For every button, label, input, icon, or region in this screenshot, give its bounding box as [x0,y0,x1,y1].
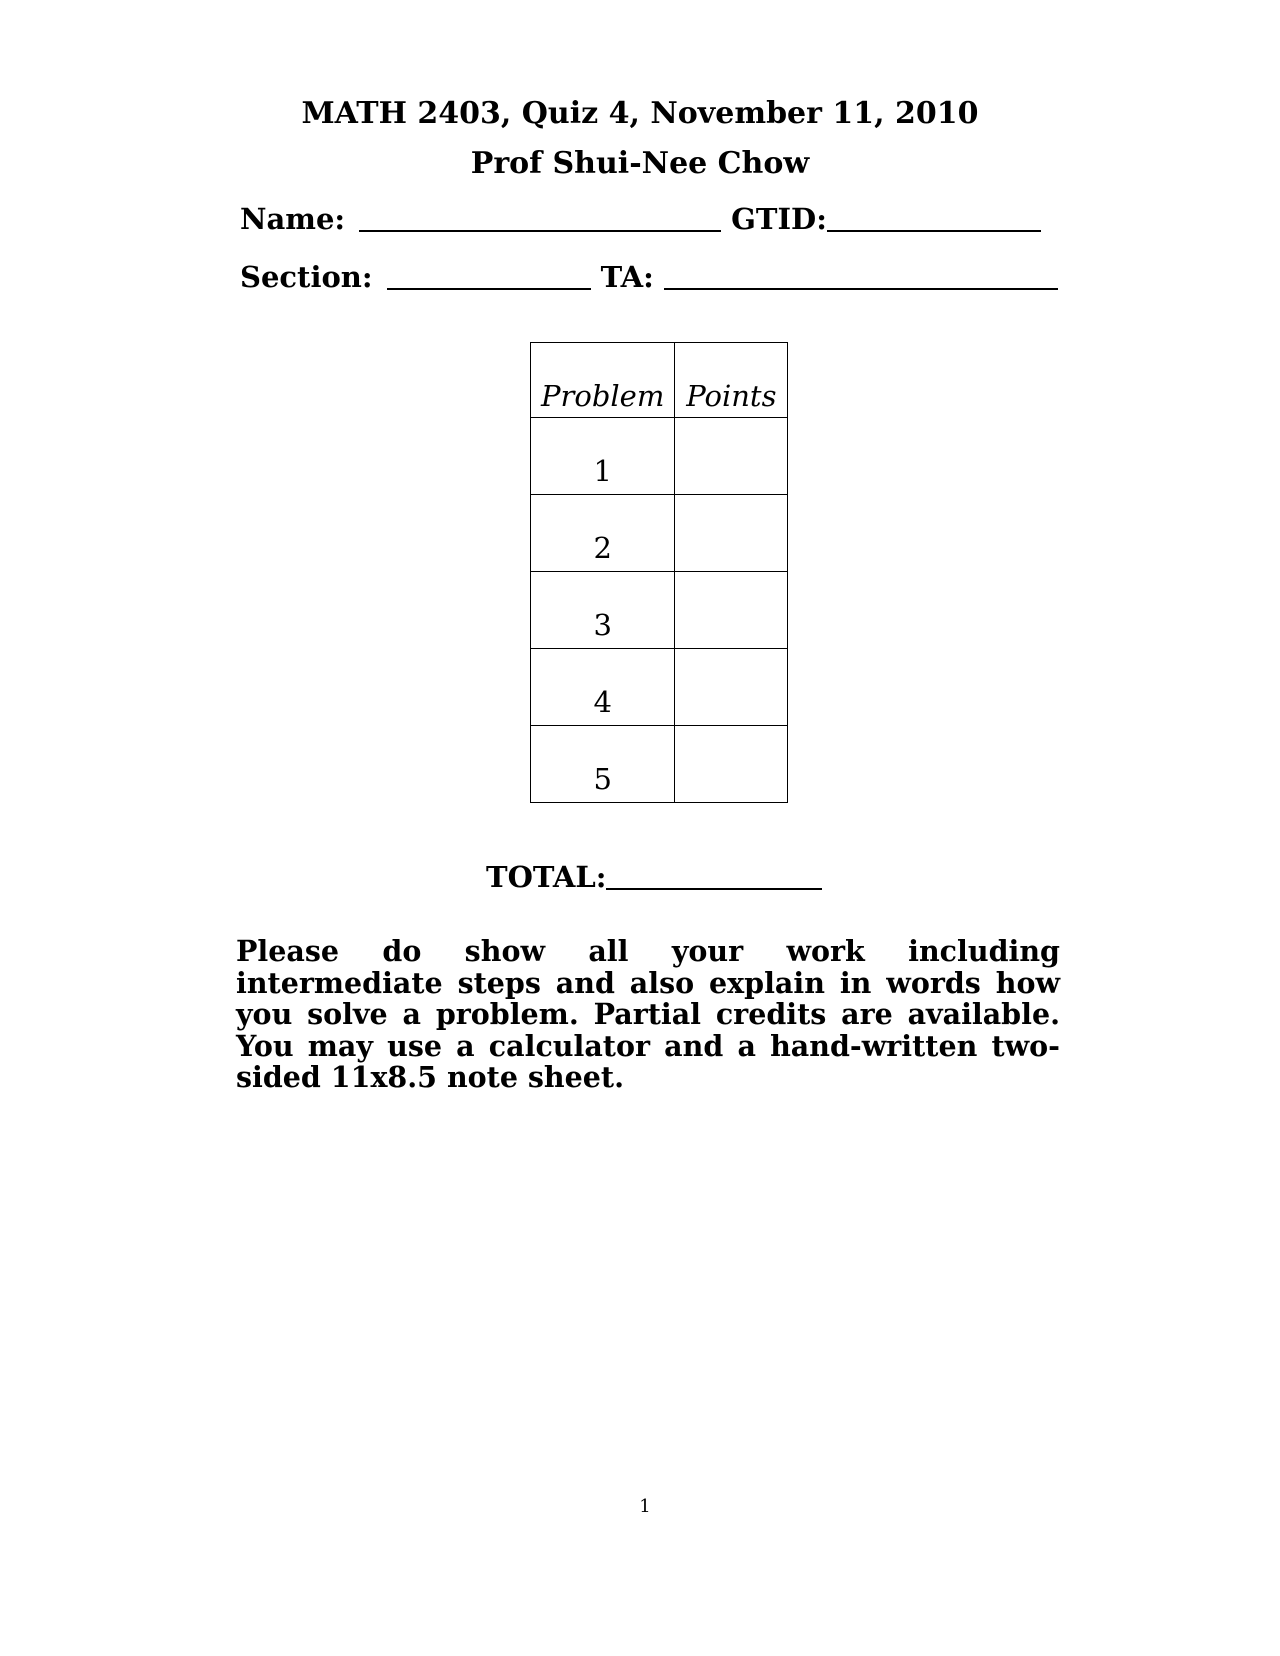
instructor-name: Prof Shui-Nee Chow [470,146,810,181]
name-gtid-row [240,200,1041,236]
points-cell[interactable] [675,418,788,495]
gtid-label: GTID: [731,202,827,236]
score-table [530,342,788,803]
points-cell[interactable] [675,495,788,572]
instructions-paragraph: Please do show all your work including intermediate steps and also explain in words how you solve a problem. Partial credits are available. You may use a calculator and a hand-written two-sided 11x8.5 note sheet. [236,934,1060,1094]
name-label: Name: [240,202,346,236]
table-row [531,649,788,726]
problem-number: 2 [531,495,675,572]
points-cell[interactable] [675,726,788,803]
table-row [531,572,788,649]
gtid-field[interactable] [827,200,1041,232]
name-field[interactable] [359,200,721,232]
section-label: Section: [240,260,373,294]
total-label: TOTAL: [486,860,607,894]
page-number: 1 [639,1496,651,1517]
problem-number: 1 [531,418,675,495]
table-header-row [531,343,788,418]
table-row [531,726,788,803]
ta-field[interactable] [664,258,1058,290]
problem-number: 3 [531,572,675,649]
problem-column-header: Problem [531,343,675,418]
points-column-header: Points [675,343,788,418]
total-field[interactable] [606,858,822,890]
points-cell[interactable] [675,572,788,649]
section-ta-row [240,258,1058,294]
points-cell[interactable] [675,649,788,726]
problem-number: 4 [531,649,675,726]
total-row [486,858,822,894]
section-field[interactable] [387,258,591,290]
table-row [531,418,788,495]
table-row [531,495,788,572]
ta-label: TA: [600,260,654,294]
quiz-title: MATH 2403, Quiz 4, November 11, 2010 [301,96,979,131]
problem-number: 5 [531,726,675,803]
